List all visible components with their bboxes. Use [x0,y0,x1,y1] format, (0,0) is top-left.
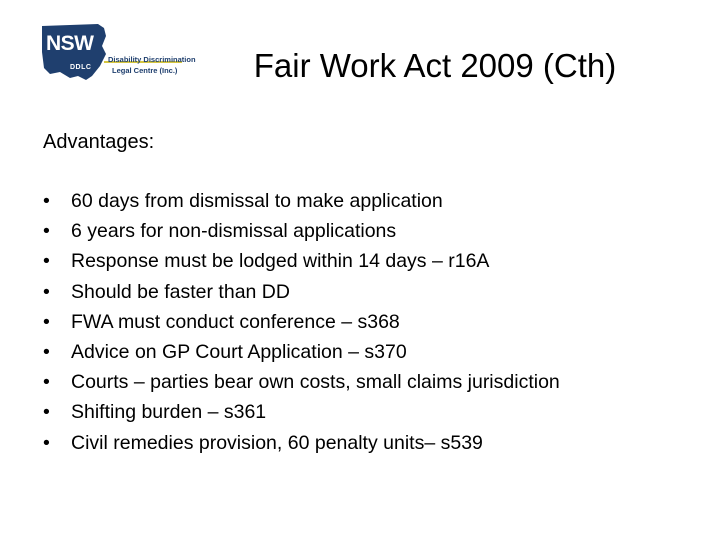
list-item-text: 60 days from dismissal to make application [71,190,443,212]
list-item-text: 6 years for non-dismissal applications [71,220,397,243]
bullet-icon: • [43,431,50,454]
list-item-text: Response must be lodged within 14 days – r16A [71,250,490,273]
list-item-text: Shifting burden – s361 [71,401,267,424]
bullet-icon: • [43,190,50,212]
list-item-text: Civil remedies provision, 60 penalty units– s539 [71,431,483,454]
nsw-ddlc-logo [40,22,196,82]
logo-org-name-line2: Legal Centre (Inc.) [112,66,178,75]
logo-ddlc-text: DDLC [70,64,92,71]
list-item-text: Should be faster than DD [71,280,290,303]
bullet-icon: • [43,371,50,394]
list-item-text: FWA must conduct conference – s368 [71,310,400,333]
logo-org-name-line1: Disability Discrimination [108,55,196,64]
slide-title: Fair Work Act 2009 (Cth) [253,47,617,84]
bullet-icon: • [43,401,50,424]
list-item-text: Courts – parties bear own costs, small claims jurisdiction [71,371,560,394]
advantages-heading: Advantages: [43,131,155,153]
logo-nsw-text: NSW [46,32,94,55]
bullet-icon: • [43,220,50,243]
list-item-text: Advice on GP Court Application – s370 [71,340,407,363]
bullet-icon: • [43,340,50,363]
bullet-icon: • [43,280,50,303]
bullet-icon: • [43,310,50,333]
bullet-icon: • [43,250,50,273]
